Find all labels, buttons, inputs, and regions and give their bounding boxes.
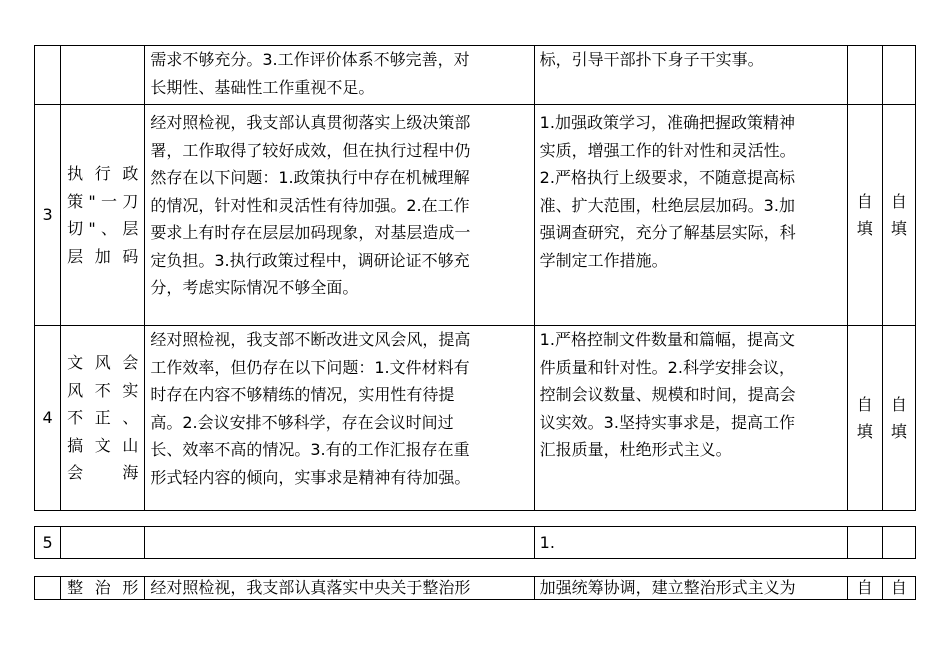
topic-line: 风 不 实 bbox=[67, 380, 139, 400]
table-row-continued bbox=[35, 46, 916, 105]
text-line: 时存在内容不够精练的情况，实用性有待提 bbox=[150, 385, 455, 404]
number-cell: 3 bbox=[35, 105, 61, 326]
self-fill-cell bbox=[847, 527, 882, 559]
text-line: 长期性、基础性工作重视不足。 bbox=[150, 77, 375, 97]
topic-line: 切"、层 bbox=[67, 219, 139, 238]
fill-char: 填 bbox=[890, 219, 907, 238]
self-fill-cell bbox=[882, 527, 915, 559]
text-line: 署，工作取得了较好成效，但在执行过程中仍 bbox=[150, 140, 471, 160]
number-cell bbox=[35, 577, 61, 600]
text-line: 学制定工作措施。 bbox=[539, 250, 668, 270]
text-line: 工作效率，但仍存在以下问题：1.文件材料有 bbox=[150, 357, 470, 377]
text-line: 1.加强政策学习，准确把握政策精神 bbox=[539, 113, 795, 132]
topic-line: 策"一刀 bbox=[67, 191, 139, 211]
self-fill-cell bbox=[882, 326, 915, 511]
fill-char: 填 bbox=[856, 422, 873, 441]
text-line: 要求上有时存在层层加码现象，对基层造成一 bbox=[150, 223, 471, 242]
text-line: 形式轻内容的倾向，实事求是精神有待加强。 bbox=[150, 467, 471, 487]
self-fill-cell bbox=[882, 105, 915, 326]
text-line: 然存在以下问题：1.政策执行中存在机械理解 bbox=[150, 168, 470, 187]
text-line: 2.严格执行上级要求，不随意提高标 bbox=[539, 168, 795, 187]
text-line: 强调查研究，充分了解基层实际，科 bbox=[539, 223, 796, 242]
self-fill-cell bbox=[847, 326, 882, 511]
text-line: 标，引导干部扑下身子干实事。 bbox=[539, 50, 764, 69]
fill-char: 自 bbox=[890, 394, 907, 414]
table-part-2 bbox=[34, 526, 916, 559]
text-line: 长、效率不高的情况。3.有的工作汇报存在重 bbox=[150, 440, 470, 459]
measures-cell: 1. bbox=[534, 527, 847, 559]
table-row-3 bbox=[35, 105, 916, 326]
topic-cell bbox=[61, 527, 145, 559]
text-line: 需求不够充分。3.工作评价体系不够完善，对 bbox=[150, 50, 470, 69]
fill-char: 自 bbox=[856, 394, 873, 414]
text-line: 的情况，针对性和灵活性有待加强。2.在工作 bbox=[150, 195, 470, 215]
text-line: 高。2.会议安排不够科学，存在会议时间过 bbox=[150, 412, 454, 432]
fill-char: 填 bbox=[856, 219, 873, 238]
table-part-1 bbox=[34, 45, 916, 511]
text-line: 分，考虑实际情况不够全面。 bbox=[150, 278, 359, 297]
number-cell bbox=[35, 46, 61, 105]
topic-cell: 整 治 形 bbox=[61, 577, 145, 600]
number-cell: 4 bbox=[35, 326, 61, 511]
topic-line: 搞 文 山 bbox=[67, 435, 139, 455]
fill-char: 自 bbox=[890, 191, 907, 211]
topic-cell bbox=[61, 46, 145, 105]
topic-line: 执 行 政 bbox=[67, 164, 139, 183]
table-row-6 bbox=[35, 577, 916, 600]
self-fill-cell bbox=[882, 46, 915, 105]
text-line: 件质量和针对性。2.科学安排会议， bbox=[539, 357, 795, 377]
text-line: 1.严格控制文件数量和篇幅，提高文 bbox=[539, 330, 795, 349]
text-line: 议实效。3.坚持实事求是，提高工作 bbox=[539, 412, 795, 432]
text-line: 实质，增强工作的针对性和灵活性。 bbox=[539, 140, 796, 160]
text-line: 准、扩大范围，杜绝层层加码。3.加 bbox=[539, 195, 795, 215]
topic-line: 文 风 会 bbox=[67, 353, 139, 373]
fill-char: 填 bbox=[890, 422, 907, 441]
table-row-5 bbox=[35, 527, 916, 559]
problems-cell bbox=[145, 105, 534, 326]
problems-cell bbox=[145, 527, 534, 559]
measures-cell bbox=[534, 326, 847, 511]
text-line: 经对照检视，我支部不断改进文风会风，提高 bbox=[150, 330, 471, 349]
text-line: 定负担。3.执行政策过程中，调研论证不够充 bbox=[150, 250, 470, 270]
number-cell: 5 bbox=[35, 527, 61, 559]
self-fill-cell bbox=[847, 46, 882, 105]
topic-line: 不 正 、 bbox=[67, 408, 139, 428]
text-line: 汇报质量，杜绝形式主义。 bbox=[539, 440, 732, 459]
problems-cell bbox=[145, 46, 534, 105]
text-line: 控制会议数量、规模和时间，提高会 bbox=[539, 385, 796, 404]
table-part-3 bbox=[34, 576, 916, 600]
measures-cell bbox=[534, 46, 847, 105]
self-fill-cell: 自 bbox=[847, 577, 882, 600]
self-fill-cell bbox=[847, 105, 882, 326]
fill-char: 自 bbox=[856, 191, 873, 211]
measures-cell bbox=[534, 105, 847, 326]
self-fill-cell: 自 bbox=[882, 577, 915, 600]
problems-cell bbox=[145, 326, 534, 511]
topic-cell bbox=[61, 105, 145, 326]
measures-cell: 加强统筹协调，建立整治形式主义为 bbox=[534, 577, 847, 600]
table-row-4 bbox=[35, 326, 916, 511]
topic-line: 会海 bbox=[67, 463, 139, 483]
problems-cell: 经对照检视，我支部认真落实中央关于整治形 bbox=[145, 577, 534, 600]
topic-line: 层加码 bbox=[67, 246, 139, 266]
topic-cell bbox=[61, 326, 145, 511]
text-line: 经对照检视，我支部认真贯彻落实上级决策部 bbox=[150, 113, 471, 132]
